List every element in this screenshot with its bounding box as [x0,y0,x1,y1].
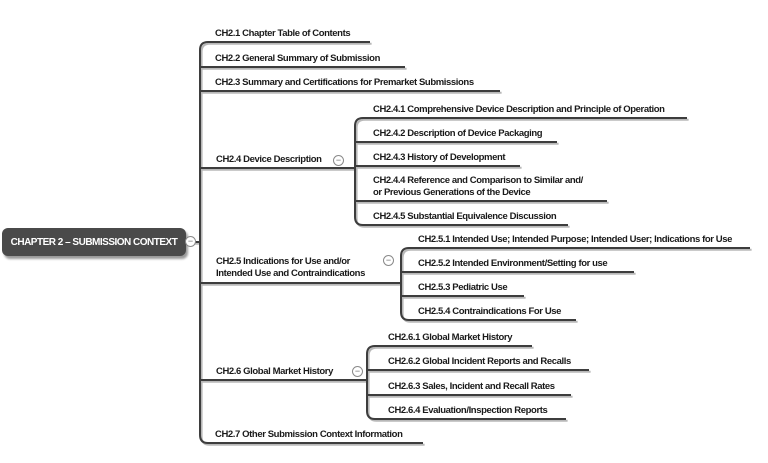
root-node-label: CHAPTER 2 – SUBMISSION CONTEXT [10,236,178,248]
node-ch2-5-2[interactable]: CH2.5.2 Intended Environment/Setting for use [418,258,608,269]
node-ch2-6-2[interactable]: CH2.6.2 Global Incident Reports and Recalls [388,356,571,367]
node-ch2-3[interactable]: CH2.3 Summary and Certifications for Premarket Submissions [215,77,474,88]
node-ch2-4-2[interactable]: CH2.4.2 Description of Device Packaging [373,128,543,139]
node-ch2-4-4-line2: or Previous Generations of the Device [373,186,531,198]
node-ch2-5-4[interactable]: CH2.5.4 Contraindications For Use [418,306,562,317]
node-ch2-4[interactable]: CH2.4 Device Description [216,154,322,165]
node-ch2-5[interactable] [216,256,365,279]
collapse-icon-ch2-5[interactable]: − [383,255,394,266]
node-ch2-7[interactable]: CH2.7 Other Submission Context Information [215,429,403,440]
node-ch2-5-1[interactable]: CH2.5.1 Intended Use; Intended Purpose; Intended User; Indications for Use [418,234,733,245]
node-ch2-4-3[interactable]: CH2.4.3 History of Development [373,152,506,163]
node-ch2-6[interactable]: CH2.6 Global Market History [216,366,333,377]
node-ch2-6-3[interactable]: CH2.6.3 Sales, Incident and Recall Rates [388,381,555,392]
root-node-chapter-2[interactable] [2,228,186,256]
node-ch2-5-line2: Intended Use and Contraindications [216,267,365,279]
node-ch2-5-line1: CH2.5 Indications for Use and/or [216,256,350,267]
collapse-icon-root[interactable]: − [185,236,196,247]
collapse-icon-ch2-6[interactable]: − [352,366,363,377]
node-ch2-4-4-line1: CH2.4.4 Reference and Comparison to Similar and/ [373,175,583,186]
node-ch2-4-4[interactable] [373,175,583,198]
node-ch2-6-4[interactable]: CH2.6.4 Evaluation/Inspection Reports [388,405,548,416]
node-ch2-4-5[interactable]: CH2.4.5 Substantial Equivalence Discussion [373,211,557,222]
node-ch2-6-1[interactable]: CH2.6.1 Global Market History [388,332,513,343]
collapse-icon-ch2-4[interactable]: − [333,155,344,166]
node-ch2-2[interactable]: CH2.2 General Summary of Submission [215,53,380,64]
node-ch2-5-3[interactable]: CH2.5.3 Pediatric Use [418,282,508,293]
node-ch2-4-1[interactable]: CH2.4.1 Comprehensive Device Description and Principle of Operation [373,104,665,115]
node-ch2-1[interactable]: CH2.1 Chapter Table of Contents [215,28,351,39]
